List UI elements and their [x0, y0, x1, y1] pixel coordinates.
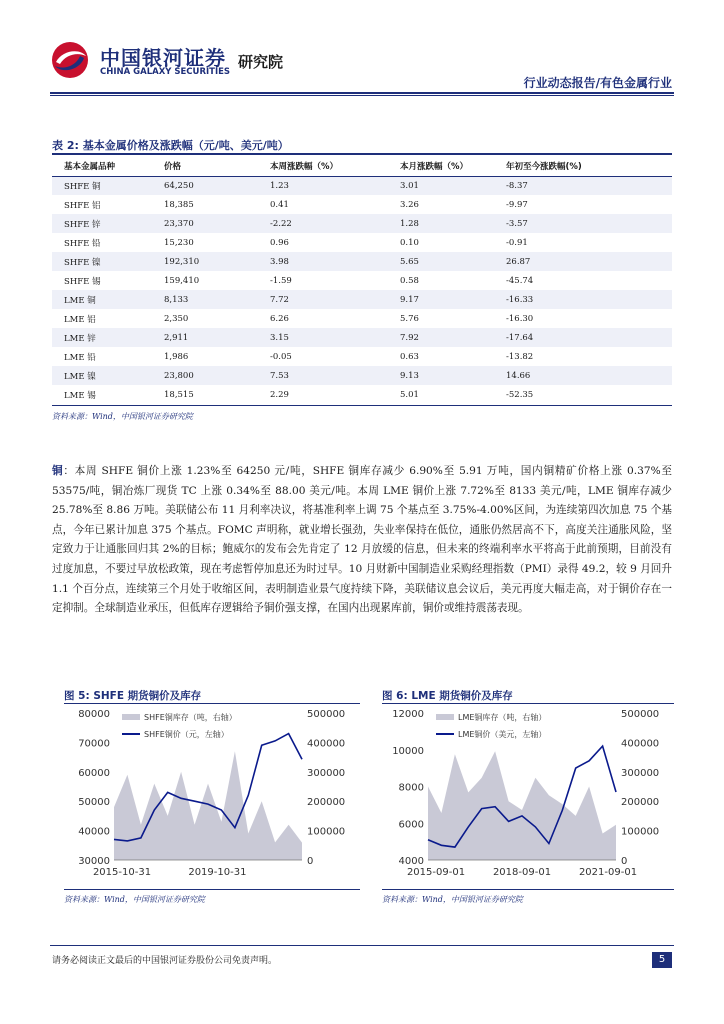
right-tick-label: 300000 — [621, 767, 660, 779]
x-tick-label: 2021-09-01 — [578, 867, 638, 878]
paragraph-body: ：本周 SHFE 铜价上涨 1.23%至 64250 元/吨，SHFE 铜库存减少 6.90%至 5.91 万吨，国内铜精矿价格上涨 0.37%至 53575/吨，铜冶炼厂现货 TC 上涨 0.34%至 88.00 美元/吨。本周 LME 铜价上涨 7.72%至 8133 美元/吨，LME 铜库存减少 25.78%至 8.86 万吨。美联储公布 11 月利率决议，将基准利率上调 75 个基点至 3.75%-4.00%区间，为连续第四次加息 75 个基点，今年已累计加息 375 个基点。FOMC 声明称，就业增长强劲，失业率保持在低位，通胀仍然居高不下，高度关注通胀风险，坚定致力于让通胀回归其 2%的目标；鲍威尔的发布会先肯定了 12 月放缓的信息，但未来的终端利率水平将高于此前预期，目前没有过度加息，不要过早放松政策，现在考虑暂停加息还为时过早。10 月财新中国制造业采购经理指数（PMI）录得 49.2，较 9 月回升 1.1 个百分点，连续第三个月处于收缩区间，表明制造业景气度持续下降，美联储议息会议后，美元再度大幅走高，对于铜价存在一定抑制。全球制造业承压，但低库存逻辑给予铜价强支撑，在国内出现累库前，铜价或维持震荡表现。 — [52, 465, 672, 615]
left-tick-label: 12000 — [392, 709, 424, 720]
metal-price-table — [52, 156, 672, 404]
left-tick-label: 10000 — [392, 745, 424, 757]
table-cell: 9.17 — [388, 290, 494, 309]
table-header-row — [52, 156, 672, 176]
figure5-chart — [64, 705, 364, 883]
table-cell: 9.13 — [388, 366, 494, 385]
table-cell: 0.58 — [400, 275, 419, 286]
brand-name-cn: 中国银河证券 — [100, 46, 226, 70]
legend-inventory-swatch — [436, 714, 454, 720]
table-cell: LME 镍 — [52, 366, 152, 385]
table-title: 表 2: 基本金属价格及涨跌幅（元/吨、美元/吨） — [52, 139, 289, 152]
table-cell: -2.22 — [258, 214, 388, 233]
table-cell: 1.23 — [258, 176, 388, 195]
table-cell: -8.37 — [494, 176, 672, 195]
table-cell: LME 锌 — [52, 328, 152, 347]
table-cell: -16.30 — [506, 313, 534, 324]
right-tick-label: 400000 — [307, 738, 346, 750]
table-source: 资料来源：Wind，中国银河证券研究院 — [52, 412, 193, 421]
table-cell: -45.74 — [506, 275, 534, 286]
figure6-source: 资料来源：Wind，中国银河证券研究院 — [382, 895, 523, 904]
table-row — [52, 271, 672, 290]
copper-analysis-paragraph — [52, 462, 672, 619]
table-cell: -16.33 — [494, 290, 672, 309]
right-tick-label: 200000 — [621, 797, 660, 809]
table-cell: 2.29 — [270, 389, 289, 400]
table-cell: 7.53 — [258, 366, 388, 385]
table-row — [52, 366, 672, 385]
x-tick-label: 2015-10-31 — [92, 867, 152, 878]
right-tick-label: 200000 — [307, 797, 346, 809]
left-tick-label: 60000 — [78, 767, 110, 779]
left-tick-label: 40000 — [78, 826, 110, 838]
table-cell: 0.96 — [270, 237, 289, 248]
left-tick-label: 8000 — [398, 782, 424, 794]
column-header: 基本金属品种 — [52, 156, 152, 176]
table-header-rule — [52, 176, 672, 177]
table-cell: 3.01 — [388, 176, 494, 195]
page-number: 5 — [652, 952, 672, 968]
table-cell: -17.64 — [494, 328, 672, 347]
column-header: 本周涨跌幅（%） — [258, 156, 388, 176]
left-tick-label: 70000 — [78, 738, 110, 750]
figure5-source: 资料来源：Wind，中国银河证券研究院 — [64, 895, 205, 904]
figure5-bottom-rule — [64, 889, 360, 890]
right-tick-label: 500000 — [621, 709, 660, 720]
table-cell: 5.65 — [388, 252, 494, 271]
figure6-title: 图 6: LME 期货铜价及库存 — [382, 690, 513, 702]
table-cell: 0.63 — [400, 351, 419, 362]
table-cell: LME 铅 — [64, 352, 96, 363]
table-cell: -9.97 — [506, 199, 528, 210]
table-row — [52, 385, 672, 404]
right-tick-label: 100000 — [307, 826, 346, 838]
right-tick-label: 100000 — [621, 826, 660, 838]
legend-inventory-swatch — [122, 714, 140, 720]
left-tick-label: 4000 — [398, 856, 424, 867]
table-row — [52, 252, 672, 271]
inventory-area — [428, 751, 616, 860]
right-tick-label: 500000 — [307, 709, 346, 720]
right-tick-label: 300000 — [307, 767, 346, 779]
table-row — [52, 347, 672, 366]
table-row — [52, 309, 672, 328]
table-cell: 0.10 — [400, 237, 419, 248]
table-row — [52, 233, 672, 252]
table-cell: 14.66 — [494, 366, 672, 385]
right-tick-label: 0 — [621, 856, 628, 867]
table-row — [52, 214, 672, 233]
table-cell: 3.15 — [258, 328, 388, 347]
table-cell: 2,350 — [164, 313, 189, 324]
table-cell: -0.91 — [506, 237, 528, 248]
column-header: 年初至今涨跌幅(%) — [494, 156, 672, 176]
brand-name-en: CHINA GALAXY SECURITIES — [100, 67, 231, 77]
header-divider — [50, 92, 674, 94]
table-row — [52, 290, 672, 309]
left-tick-label: 80000 — [78, 709, 110, 720]
left-tick-label: 50000 — [78, 797, 110, 809]
table-cell: SHFE 锌 — [52, 214, 152, 233]
table-row — [52, 195, 672, 214]
table-cell: -1.59 — [270, 275, 292, 286]
right-tick-label: 0 — [307, 856, 314, 867]
footer-divider — [50, 945, 674, 946]
table-cell: 3.26 — [400, 199, 419, 210]
table-cell: SHFE 铅 — [64, 238, 101, 249]
table-cell: 7.72 — [258, 290, 388, 309]
column-header: 本月涨跌幅（%） — [388, 156, 494, 176]
legend-price-label: SHFE铜价（元，左轴） — [144, 730, 229, 739]
table-cell: LME 铜 — [52, 290, 152, 309]
table-bottom-rule — [52, 405, 672, 406]
table-cell: 192,310 — [152, 252, 258, 271]
legend-price-label: LME铜价（美元，左轴） — [458, 730, 547, 739]
table-cell: 1,986 — [164, 351, 189, 362]
paragraph-lead: 铜 — [52, 465, 64, 477]
table-cell: 5.01 — [400, 389, 419, 400]
left-tick-label: 6000 — [398, 819, 424, 831]
figure6-chart — [378, 705, 678, 883]
footer-disclaimer: 请务必阅读正文最后的中国银河证券股份公司免责声明。 — [52, 956, 278, 966]
table-cell: -52.35 — [506, 389, 534, 400]
legend-inventory-label: SHFE铜库存（吨，右轴） — [144, 713, 237, 722]
column-header: 价格 — [152, 156, 258, 176]
table-cell: SHFE 铜 — [52, 176, 152, 195]
table-cell: 64,250 — [152, 176, 258, 195]
figure6-bottom-rule — [382, 889, 674, 890]
table-cell: 159,410 — [164, 275, 200, 286]
institute-label: 研究院 — [238, 53, 284, 71]
table-cell: -3.57 — [494, 214, 672, 233]
table-cell: LME 锡 — [64, 390, 96, 401]
table-cell: 23,370 — [152, 214, 258, 233]
table-cell: 7.92 — [388, 328, 494, 347]
table-cell: SHFE 锡 — [64, 276, 101, 287]
figure6-rule — [382, 703, 674, 704]
table-cell: 15,230 — [164, 237, 194, 248]
figure5-title: 图 5: SHFE 期货铜价及库存 — [64, 690, 202, 702]
right-tick-label: 400000 — [621, 738, 660, 750]
table-cell: 5.76 — [400, 313, 419, 324]
table-cell: 2,911 — [152, 328, 258, 347]
table-cell: SHFE 镍 — [52, 252, 152, 271]
header-divider-thin — [50, 95, 674, 96]
table-row — [52, 176, 672, 195]
table-cell: -0.05 — [270, 351, 292, 362]
table-cell: 3.98 — [258, 252, 388, 271]
table-cell: SHFE 铝 — [64, 200, 101, 211]
x-tick-label: 2015-09-01 — [406, 867, 466, 878]
report-type: 行业动态报告/有色金属行业 — [523, 76, 672, 90]
table-cell: 26.87 — [494, 252, 672, 271]
x-tick-label: 2018-09-01 — [492, 867, 552, 878]
table-top-rule — [52, 153, 672, 155]
table-row — [52, 328, 672, 347]
table-cell: 18,515 — [164, 389, 194, 400]
table-cell: 8,133 — [152, 290, 258, 309]
inventory-area — [114, 751, 302, 860]
table-cell: 18,385 — [164, 199, 194, 210]
table-cell: 23,800 — [152, 366, 258, 385]
table-cell: LME 铝 — [64, 314, 96, 325]
figure5-rule — [64, 703, 360, 704]
table-cell: 0.41 — [270, 199, 289, 210]
x-tick-label: 2019-10-31 — [188, 867, 247, 878]
table-cell: -13.82 — [506, 351, 534, 362]
galaxy-logo-icon — [50, 40, 90, 80]
left-tick-label: 30000 — [78, 856, 110, 867]
legend-inventory-label: LME铜库存（吨，右轴） — [458, 713, 547, 722]
table-cell: 6.26 — [270, 313, 289, 324]
table-cell: 1.28 — [388, 214, 494, 233]
